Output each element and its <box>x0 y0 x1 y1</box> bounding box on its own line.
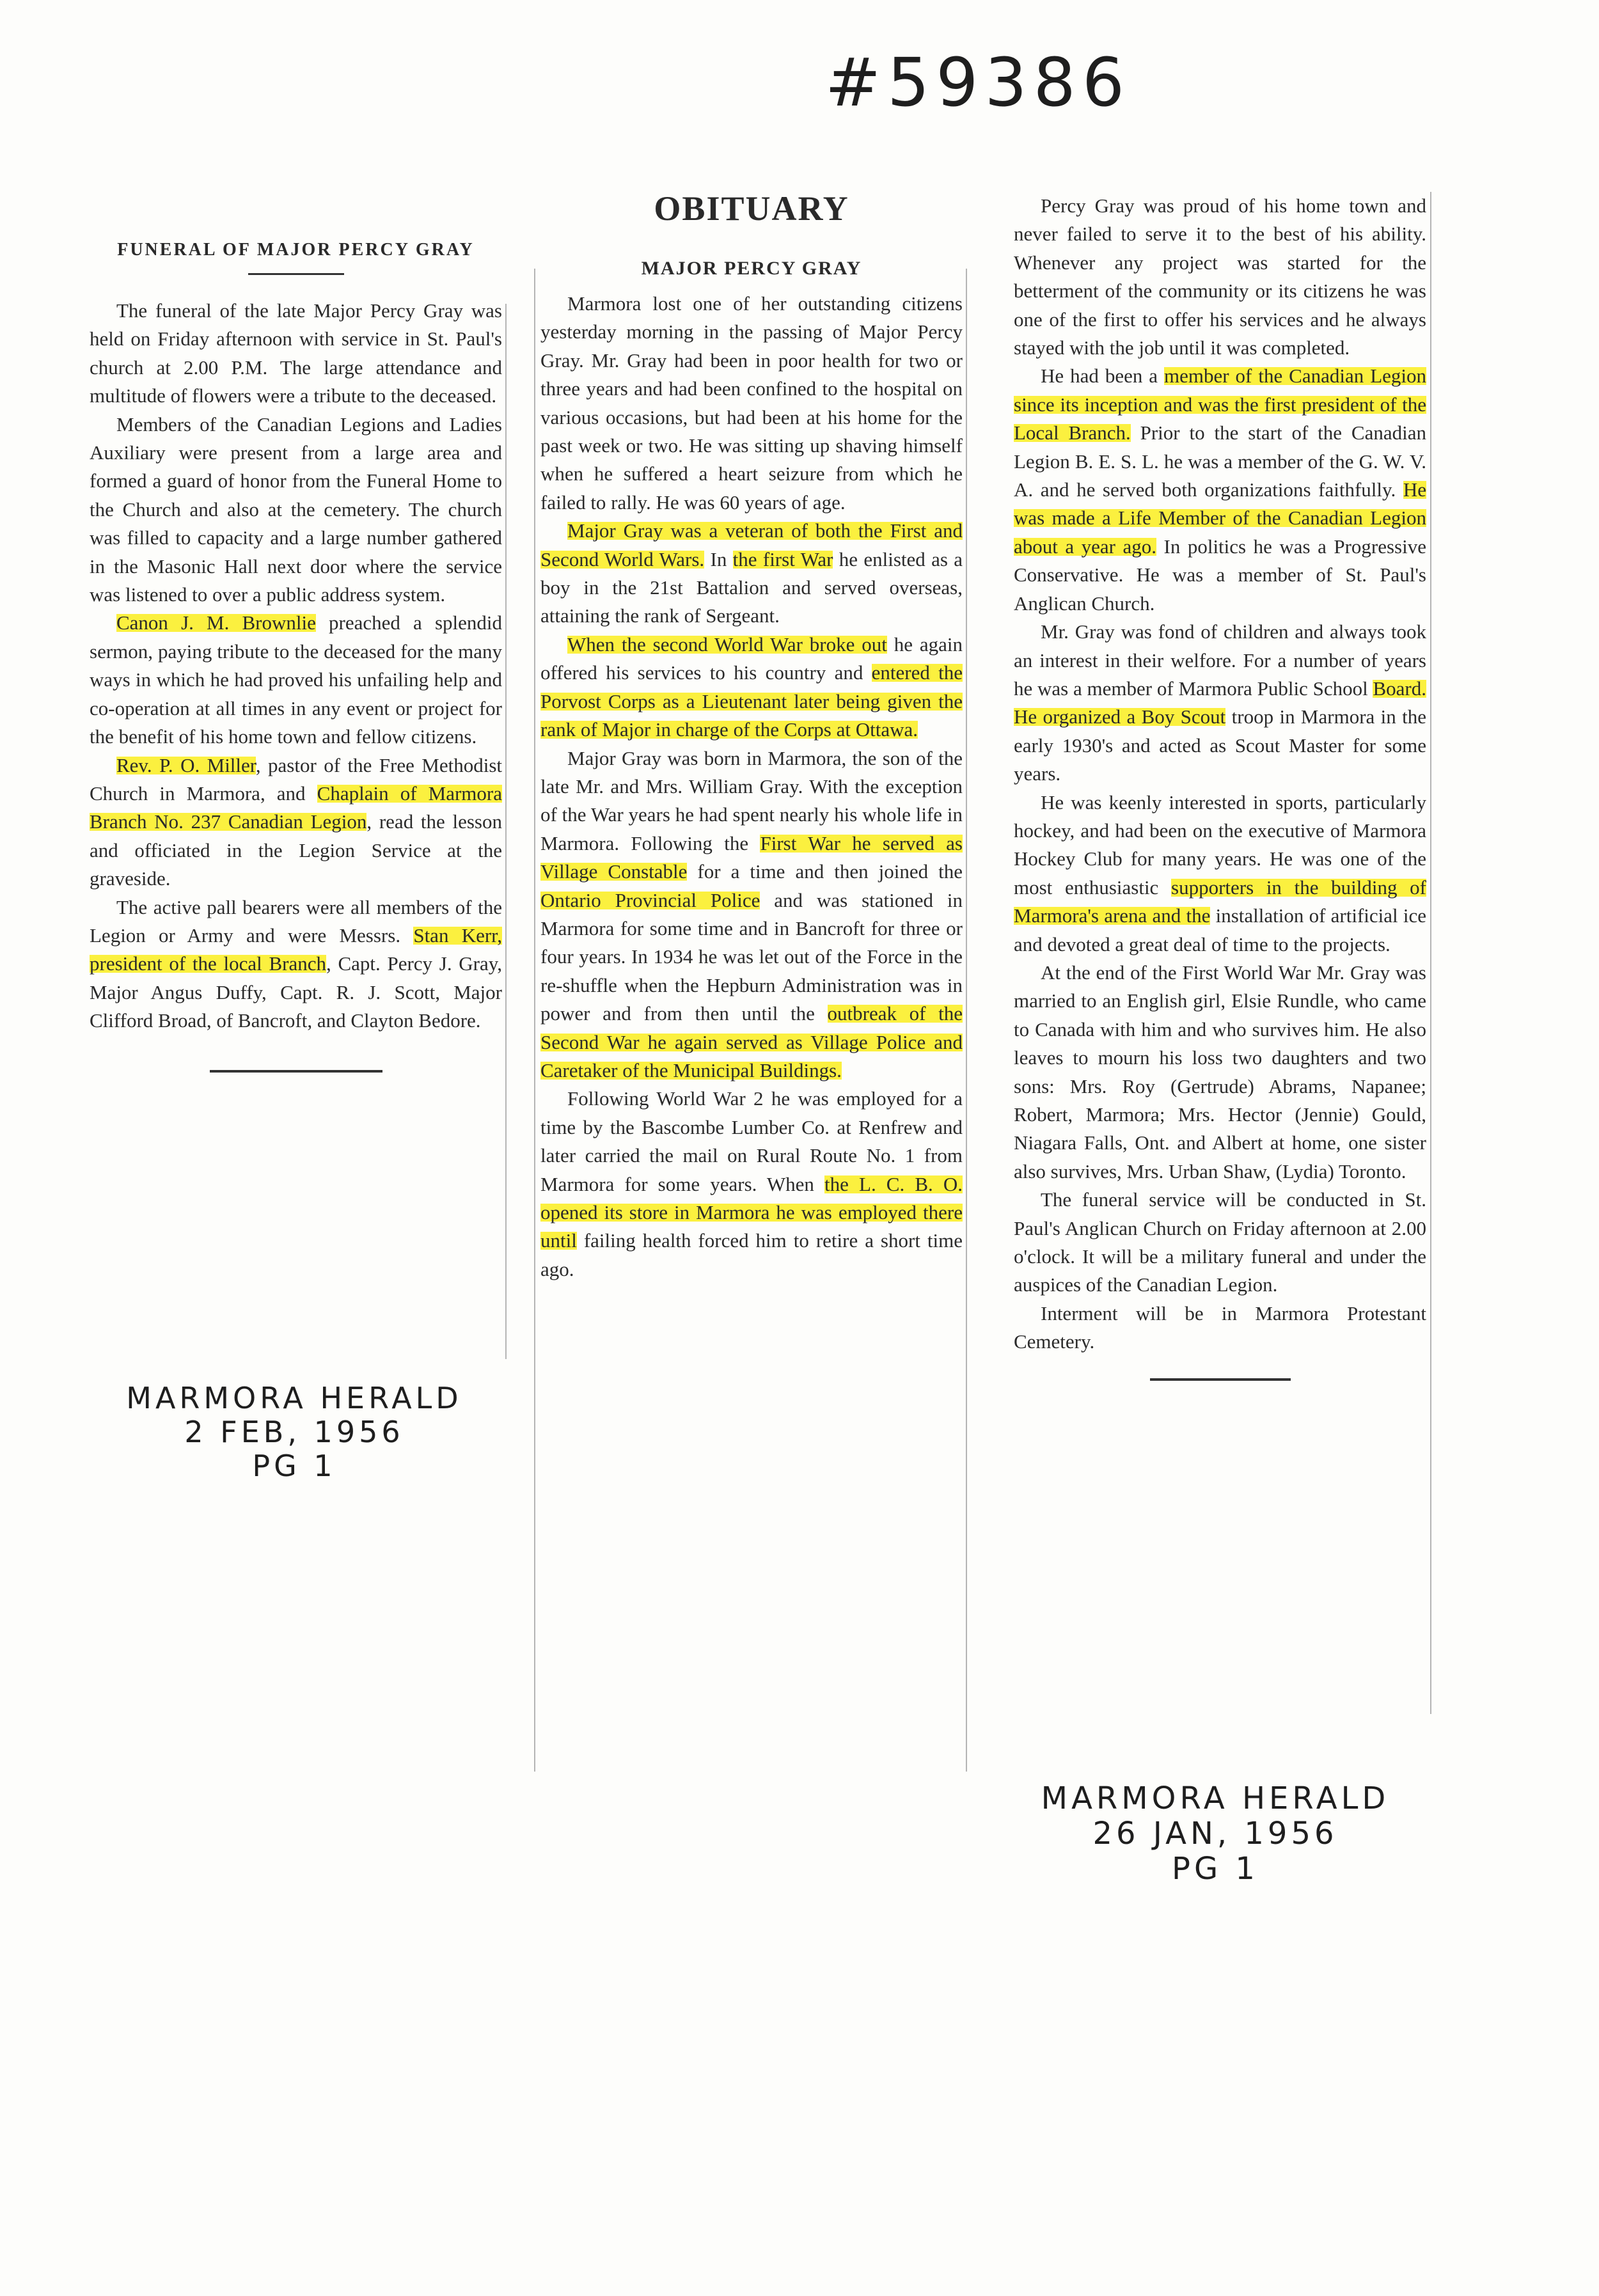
paragraph <box>1014 1186 1426 1300</box>
text-run: , Capt. Percy J. Gray, Major Angus Duffy, Capt. R. J. Scott, Major Clifford Broad, of Bancroft, and Clayton Bedore. <box>90 952 502 1032</box>
text-run: In politics he was a Progressive Conservative. He was a member of St. Paul's Anglican Church. <box>1014 535 1426 615</box>
highlighted-text: Chaplain of Marmora Branch No. 237 Canadian Legion <box>90 782 502 833</box>
text-run: he enlisted as a boy in the 21st Battalion and served overseas, attaining the rank of Sergeant. <box>540 547 963 627</box>
paragraph <box>1014 618 1426 788</box>
funeral-end-rule <box>210 1070 382 1073</box>
paragraph <box>540 744 963 1085</box>
highlighted-text: Canon J. M. Brownlie <box>116 611 316 634</box>
text-run: failing health forced him to retire a short time ago. <box>540 1229 963 1280</box>
text-run: Major Gray was born in Marmora, the son of the late Mr. and Mrs. William Gray. With the exception of the War years he had spent nearly his whole life in Marmora. Following the <box>540 746 963 854</box>
obituary-source-paper: MARMORA HERALD <box>1041 1781 1390 1816</box>
text-run: , read the lesson and officiated in the Legion Service at the graveside. <box>90 810 502 890</box>
text-run: , pastor of the Free Methodist Church in Marmora, and <box>90 753 502 805</box>
text-run: He had been a <box>1041 365 1165 388</box>
continued-body <box>1014 192 1426 1356</box>
text-run: Following World War 2 he was employed for a time by the Bascombe Lumber Co. at Renfrew and later carried the mail on Rural Route No. 1 from Marmora for some years. When <box>540 1087 963 1195</box>
highlighted-text: Ontario Provincial Police <box>540 888 760 911</box>
obituary-clipping <box>540 189 963 1284</box>
highlighted-text: When the second World War broke out <box>567 633 887 656</box>
funeral-source-note <box>115 1381 473 1483</box>
highlighted-text: Rev. P. O. Miller <box>116 753 256 776</box>
funeral-body <box>90 297 502 1035</box>
text-run: Interment will be in Marmora Protestant Cemetery. <box>1014 1301 1426 1353</box>
paragraph <box>90 893 502 1035</box>
obituary-right-divider <box>966 269 967 1772</box>
obituary-headline: OBITUARY <box>654 189 849 228</box>
paragraph <box>1014 362 1426 618</box>
funeral-source-page: PG 1 <box>252 1448 336 1483</box>
paragraph <box>540 631 963 744</box>
text-run: troop in Marmora in the early 1930's and acted as Scout Master for some years. <box>1014 705 1426 785</box>
funeral-headline: FUNERAL OF MAJOR PERCY GRAY <box>117 240 475 260</box>
obituary-source-page: PG 1 <box>1172 1851 1259 1887</box>
highlighted-text: He was made a Life Member of the Canadian Legion about a year ago. <box>1014 478 1426 558</box>
highlighted-text: First War he served as Village Constable <box>540 831 963 883</box>
funeral-headline-rule <box>248 273 344 275</box>
continued-end-rule <box>1150 1378 1291 1381</box>
paragraph <box>1014 192 1426 362</box>
text-run: The funeral of the late Major Percy Gray was held on Friday afternoon with service in St. Paul's church at 2.00 P.M. The large attendance and multitude of flowers were a tribute to the deceased. <box>90 299 502 407</box>
text-run: Marmora lost one of her outstanding citizens yesterday morning in the passing of Major Percy Gray. Mr. Gray had been in poor health for two or three years and had been confined to the hospital on various occasions, but had been at his home for the past week or two. He was sitting up shaving himself when he suffered a heart seizure from which he failed to rally. He was 60 years of age. <box>540 292 963 514</box>
paragraph <box>540 1085 963 1284</box>
paragraph <box>540 290 963 517</box>
text-run: Prior to the start of the Canadian Legion B. E. S. L. he was a member of the G. W. V. A. and he served both organizations faithfully. <box>1014 421 1426 501</box>
funeral-column-divider <box>505 304 507 1359</box>
text-run: preached a splendid sermon, paying tribute to the deceased for the many ways in which he had proved his unfailing help and co-operation at all times in any event or project for the benefit of his home town and fellow citizens. <box>90 611 503 748</box>
paragraph <box>1014 959 1426 1186</box>
highlighted-text: supporters in the building of Marmora's arena and the <box>1014 876 1426 927</box>
paragraph <box>90 609 502 751</box>
text-run: for a time and then joined the <box>687 860 963 883</box>
paragraph <box>90 297 502 411</box>
text-run: The active pall bearers were all members of the Legion or Army and were Messrs. <box>90 895 502 947</box>
text-run: In <box>704 547 733 570</box>
text-run: The funeral service will be conducted in St. Paul's Anglican Church on Friday afternoon at 2.00 o'clock. It will be a military funeral and under the auspices of the Canadian Legion. <box>1014 1188 1426 1296</box>
text-run: Percy Gray was proud of his home town and never failed to serve it to the best of his ability. Whenever any project was started for the betterment of the community or its citizens he was one of the first to offer his services and he always stayed with the job until it was completed. <box>1014 194 1426 359</box>
obituary-source-date: 26 JAN, 1956 <box>1092 1816 1338 1852</box>
funeral-source-paper: MARMORA HERALD <box>126 1381 462 1415</box>
obituary-body <box>540 290 963 1284</box>
obituary-subheadline: MAJOR PERCY GRAY <box>641 258 862 279</box>
text-run: Mr. Gray was fond of children and always took an interest in their welfore. For a number of years he was a member of Marmora Public School <box>1014 620 1426 700</box>
highlighted-text: outbreak of the Second War he again served as Village Police and Caretaker of the Municipal Buildings. <box>540 1002 963 1081</box>
paragraph <box>1014 1300 1426 1356</box>
highlighted-text: Board. He organized a Boy Scout <box>1014 677 1426 728</box>
paragraph <box>1014 789 1426 959</box>
paragraph <box>90 751 502 893</box>
continued-column-divider <box>1430 192 1431 1714</box>
catalog-number: #59386 <box>825 43 1131 122</box>
highlighted-text: Major Gray was a veteran of both the First and Second World Wars. <box>540 519 963 570</box>
continued-clipping <box>1014 192 1426 1381</box>
obituary-left-divider <box>534 269 535 1772</box>
paragraph <box>90 411 502 609</box>
text-run: At the end of the First World War Mr. Gray was married to an English girl, Elsie Rundle, who came to Canada with him and who survives him. He also leaves to mourn his loss two daughters and two sons: Mrs. Roy (Gertrude) Abrams, Napanee; Robert, Marmora; Mrs. Hector (Jennie) Gould, Niagara Falls, Ont. and Albert at home, one sister also survives, Mrs. Urban Shaw, (Lydia) Toronto. <box>1014 961 1426 1183</box>
funeral-clipping <box>90 240 502 1073</box>
text-run: He was keenly interested in sports, particularly hockey, and had been on the executive of Marmora Hockey Club for many years. He was one of the most enthusiastic <box>1014 790 1426 899</box>
text-run: and was stationed in Marmora for some time and in Bancroft for three or four years. In 1934 he was let out of the Force in the re-shuffle when the Hepburn Administration was in power and from then until the <box>540 888 963 1025</box>
highlighted-text: the L. C. B. O. opened its store in Marmora he was employed there until <box>540 1172 963 1252</box>
text-run: he again offered his services to his country and <box>540 633 963 684</box>
text-run: installation of artificial ice and devoted a great deal of time to the projects. <box>1014 904 1427 955</box>
obituary-source-note <box>998 1781 1433 1887</box>
highlighted-text: entered the Porvost Corps as a Lieutenant later being given the rank of Major in charge of the Corps at Ottawa. <box>540 661 963 741</box>
highlighted-text: the first War <box>732 547 833 570</box>
highlighted-text: member of the Canadian Legion since its inception and was the first president of the Local Branch. <box>1014 365 1427 444</box>
paragraph <box>540 517 963 631</box>
funeral-source-date: 2 FEB, 1956 <box>184 1414 404 1449</box>
text-run: Members of the Canadian Legions and Ladies Auxiliary were present from a large area and formed a guard of honor from the Funeral Home to the Church and also at the cemetery. The church was filled to capacity and a large number gathered in the Masonic Hall next door where the service was listened to over a public address system. <box>90 413 502 606</box>
highlighted-text: Stan Kerr, president of the local Branch <box>90 924 502 975</box>
